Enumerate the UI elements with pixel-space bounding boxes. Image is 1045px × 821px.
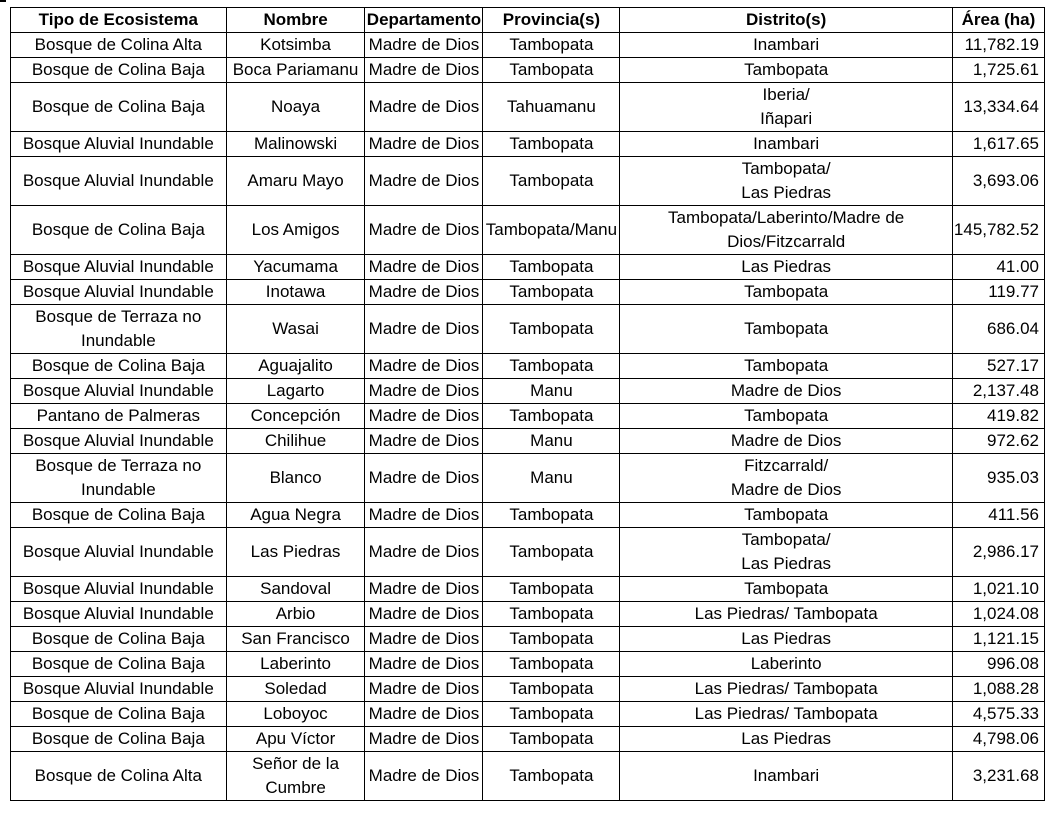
cell-provincia: Tambopata [483, 132, 620, 157]
cell-nombre: Agua Negra [226, 503, 365, 528]
cell-tipo: Bosque de Colina Baja [11, 354, 227, 379]
cell-provincia: Tambopata/Manu [483, 206, 620, 255]
cell-nombre: Señor de la Cumbre [226, 752, 365, 801]
table-row [11, 404, 1045, 429]
cell-tipo: Bosque de Colina Baja [11, 503, 227, 528]
cell-distrito: Tambopata [620, 280, 952, 305]
cell-area: 419.82 [952, 404, 1044, 429]
cell-nombre: Chilihue [226, 429, 365, 454]
cell-area: 41.00 [952, 255, 1044, 280]
table-row [11, 354, 1045, 379]
table-row [11, 157, 1045, 206]
cell-area: 13,334.64 [952, 83, 1044, 132]
cell-provincia: Tahuamanu [483, 83, 620, 132]
cell-area: 527.17 [952, 354, 1044, 379]
cell-tipo: Bosque Aluvial Inundable [11, 255, 227, 280]
cell-provincia: Tambopata [483, 157, 620, 206]
table-row [11, 503, 1045, 528]
cell-provincia: Tambopata [483, 577, 620, 602]
table-row [11, 652, 1045, 677]
table-row [11, 602, 1045, 627]
cell-distrito: Tambopata/ Las Piedras [620, 528, 952, 577]
table-row [11, 33, 1045, 58]
cell-nombre: Loboyoc [226, 702, 365, 727]
cell-departamento: Madre de Dios [365, 33, 483, 58]
cell-departamento: Madre de Dios [365, 354, 483, 379]
table-row [11, 255, 1045, 280]
cell-tipo: Bosque Aluvial Inundable [11, 132, 227, 157]
table-row [11, 379, 1045, 404]
cell-distrito: Tambopata [620, 577, 952, 602]
cell-departamento: Madre de Dios [365, 577, 483, 602]
cell-distrito: Tambopata [620, 58, 952, 83]
cell-area: 1,088.28 [952, 677, 1044, 702]
cell-distrito: Las Piedras/ Tambopata [620, 602, 952, 627]
cell-area: 11,782.19 [952, 33, 1044, 58]
cell-nombre: Arbio [226, 602, 365, 627]
table-body [11, 33, 1045, 801]
cell-provincia: Manu [483, 454, 620, 503]
cell-departamento: Madre de Dios [365, 677, 483, 702]
cell-tipo: Bosque de Colina Alta [11, 752, 227, 801]
cell-area: 411.56 [952, 503, 1044, 528]
cell-area: 1,725.61 [952, 58, 1044, 83]
cell-distrito: Inambari [620, 33, 952, 58]
cell-nombre: Inotawa [226, 280, 365, 305]
cell-provincia: Tambopata [483, 280, 620, 305]
cell-distrito: Tambopata [620, 503, 952, 528]
cell-departamento: Madre de Dios [365, 132, 483, 157]
cell-nombre: Las Piedras [226, 528, 365, 577]
cell-provincia: Tambopata [483, 727, 620, 752]
corner-mark [0, 0, 6, 2]
cell-departamento: Madre de Dios [365, 652, 483, 677]
cell-distrito: Las Piedras/ Tambopata [620, 702, 952, 727]
cell-nombre: Laberinto [226, 652, 365, 677]
table-row [11, 83, 1045, 132]
cell-departamento: Madre de Dios [365, 727, 483, 752]
cell-tipo: Bosque Aluvial Inundable [11, 429, 227, 454]
cell-departamento: Madre de Dios [365, 157, 483, 206]
cell-area: 2,137.48 [952, 379, 1044, 404]
table-row [11, 727, 1045, 752]
cell-distrito: Las Piedras [620, 727, 952, 752]
cell-departamento: Madre de Dios [365, 503, 483, 528]
cell-distrito: Tambopata [620, 404, 952, 429]
cell-departamento: Madre de Dios [365, 379, 483, 404]
cell-nombre: Blanco [226, 454, 365, 503]
table-row [11, 132, 1045, 157]
cell-distrito: Inambari [620, 752, 952, 801]
cell-tipo: Bosque de Terraza no Inundable [11, 305, 227, 354]
cell-departamento: Madre de Dios [365, 404, 483, 429]
cell-nombre: Concepción [226, 404, 365, 429]
cell-nombre: Aguajalito [226, 354, 365, 379]
header-departamento: Departamento [365, 8, 483, 33]
cell-area: 119.77 [952, 280, 1044, 305]
cell-departamento: Madre de Dios [365, 627, 483, 652]
cell-provincia: Tambopata [483, 58, 620, 83]
cell-nombre: Malinowski [226, 132, 365, 157]
table-row [11, 305, 1045, 354]
cell-tipo: Bosque Aluvial Inundable [11, 577, 227, 602]
cell-departamento: Madre de Dios [365, 454, 483, 503]
table-row [11, 454, 1045, 503]
cell-departamento: Madre de Dios [365, 752, 483, 801]
cell-nombre: Los Amigos [226, 206, 365, 255]
cell-nombre: Noaya [226, 83, 365, 132]
cell-distrito: Inambari [620, 132, 952, 157]
cell-area: 4,575.33 [952, 702, 1044, 727]
cell-provincia: Tambopata [483, 255, 620, 280]
cell-tipo: Bosque de Colina Baja [11, 83, 227, 132]
cell-departamento: Madre de Dios [365, 528, 483, 577]
table-row [11, 206, 1045, 255]
table-row [11, 627, 1045, 652]
cell-nombre: San Francisco [226, 627, 365, 652]
cell-tipo: Bosque Aluvial Inundable [11, 528, 227, 577]
table-row [11, 429, 1045, 454]
cell-tipo: Bosque de Terraza no Inundable [11, 454, 227, 503]
cell-tipo: Bosque de Colina Alta [11, 33, 227, 58]
cell-tipo: Bosque de Colina Baja [11, 702, 227, 727]
header-provincia: Provincia(s) [483, 8, 620, 33]
cell-provincia: Tambopata [483, 602, 620, 627]
cell-area: 972.62 [952, 429, 1044, 454]
cell-distrito: Fitzcarrald/ Madre de Dios [620, 454, 952, 503]
cell-nombre: Boca Pariamanu [226, 58, 365, 83]
cell-provincia: Tambopata [483, 702, 620, 727]
cell-provincia: Tambopata [483, 404, 620, 429]
header-nombre: Nombre [226, 8, 365, 33]
cell-tipo: Bosque de Colina Baja [11, 58, 227, 83]
cell-area: 2,986.17 [952, 528, 1044, 577]
cell-distrito: Tambopata [620, 354, 952, 379]
cell-nombre: Soledad [226, 677, 365, 702]
cell-tipo: Bosque Aluvial Inundable [11, 602, 227, 627]
cell-departamento: Madre de Dios [365, 280, 483, 305]
cell-provincia: Tambopata [483, 627, 620, 652]
table-header-row [11, 8, 1045, 33]
cell-provincia: Tambopata [483, 33, 620, 58]
cell-tipo: Bosque de Colina Baja [11, 206, 227, 255]
cell-departamento: Madre de Dios [365, 206, 483, 255]
cell-tipo: Bosque de Colina Baja [11, 627, 227, 652]
cell-distrito: Tambopata/ Las Piedras [620, 157, 952, 206]
cell-tipo: Bosque de Colina Baja [11, 727, 227, 752]
cell-tipo: Bosque Aluvial Inundable [11, 379, 227, 404]
cell-nombre: Lagarto [226, 379, 365, 404]
cell-nombre: Sandoval [226, 577, 365, 602]
cell-distrito: Madre de Dios [620, 429, 952, 454]
cell-provincia: Tambopata [483, 677, 620, 702]
cell-distrito: Las Piedras/ Tambopata [620, 677, 952, 702]
table-row [11, 752, 1045, 801]
cell-provincia: Tambopata [483, 752, 620, 801]
cell-nombre: Amaru Mayo [226, 157, 365, 206]
cell-departamento: Madre de Dios [365, 702, 483, 727]
cell-distrito: Laberinto [620, 652, 952, 677]
cell-nombre: Kotsimba [226, 33, 365, 58]
cell-provincia: Tambopata [483, 305, 620, 354]
table-row [11, 702, 1045, 727]
cell-area: 145,782.52 [952, 206, 1044, 255]
cell-departamento: Madre de Dios [365, 83, 483, 132]
table-row [11, 280, 1045, 305]
cell-provincia: Manu [483, 379, 620, 404]
cell-area: 4,798.06 [952, 727, 1044, 752]
cell-departamento: Madre de Dios [365, 58, 483, 83]
cell-area: 3,693.06 [952, 157, 1044, 206]
cell-distrito: Madre de Dios [620, 379, 952, 404]
cell-distrito: Las Piedras [620, 627, 952, 652]
cell-departamento: Madre de Dios [365, 429, 483, 454]
cell-provincia: Tambopata [483, 528, 620, 577]
ecosystem-table [10, 7, 1045, 801]
cell-departamento: Madre de Dios [365, 255, 483, 280]
cell-provincia: Tambopata [483, 652, 620, 677]
table-row [11, 677, 1045, 702]
cell-departamento: Madre de Dios [365, 305, 483, 354]
table-row [11, 528, 1045, 577]
cell-area: 996.08 [952, 652, 1044, 677]
cell-provincia: Tambopata [483, 503, 620, 528]
cell-area: 3,231.68 [952, 752, 1044, 801]
cell-tipo: Bosque Aluvial Inundable [11, 280, 227, 305]
cell-distrito: Tambopata/Laberinto/Madre de Dios/Fitzcarrald [620, 206, 952, 255]
cell-area: 1,617.65 [952, 132, 1044, 157]
cell-area: 1,024.08 [952, 602, 1044, 627]
cell-area: 935.03 [952, 454, 1044, 503]
cell-area: 686.04 [952, 305, 1044, 354]
cell-nombre: Wasai [226, 305, 365, 354]
cell-distrito: Las Piedras [620, 255, 952, 280]
cell-provincia: Tambopata [483, 354, 620, 379]
header-area: Área (ha) [952, 8, 1044, 33]
cell-departamento: Madre de Dios [365, 602, 483, 627]
cell-nombre: Apu Víctor [226, 727, 365, 752]
cell-nombre: Yacumama [226, 255, 365, 280]
cell-distrito: Iberia/ Iñapari [620, 83, 952, 132]
ecosystem-table-container [10, 7, 1045, 801]
table-row [11, 58, 1045, 83]
cell-tipo: Bosque de Colina Baja [11, 652, 227, 677]
header-tipo: Tipo de Ecosistema [11, 8, 227, 33]
header-distrito: Distrito(s) [620, 8, 952, 33]
cell-tipo: Bosque Aluvial Inundable [11, 157, 227, 206]
cell-area: 1,121.15 [952, 627, 1044, 652]
cell-provincia: Manu [483, 429, 620, 454]
cell-distrito: Tambopata [620, 305, 952, 354]
cell-tipo: Bosque Aluvial Inundable [11, 677, 227, 702]
cell-tipo: Pantano de Palmeras [11, 404, 227, 429]
table-row [11, 577, 1045, 602]
cell-area: 1,021.10 [952, 577, 1044, 602]
